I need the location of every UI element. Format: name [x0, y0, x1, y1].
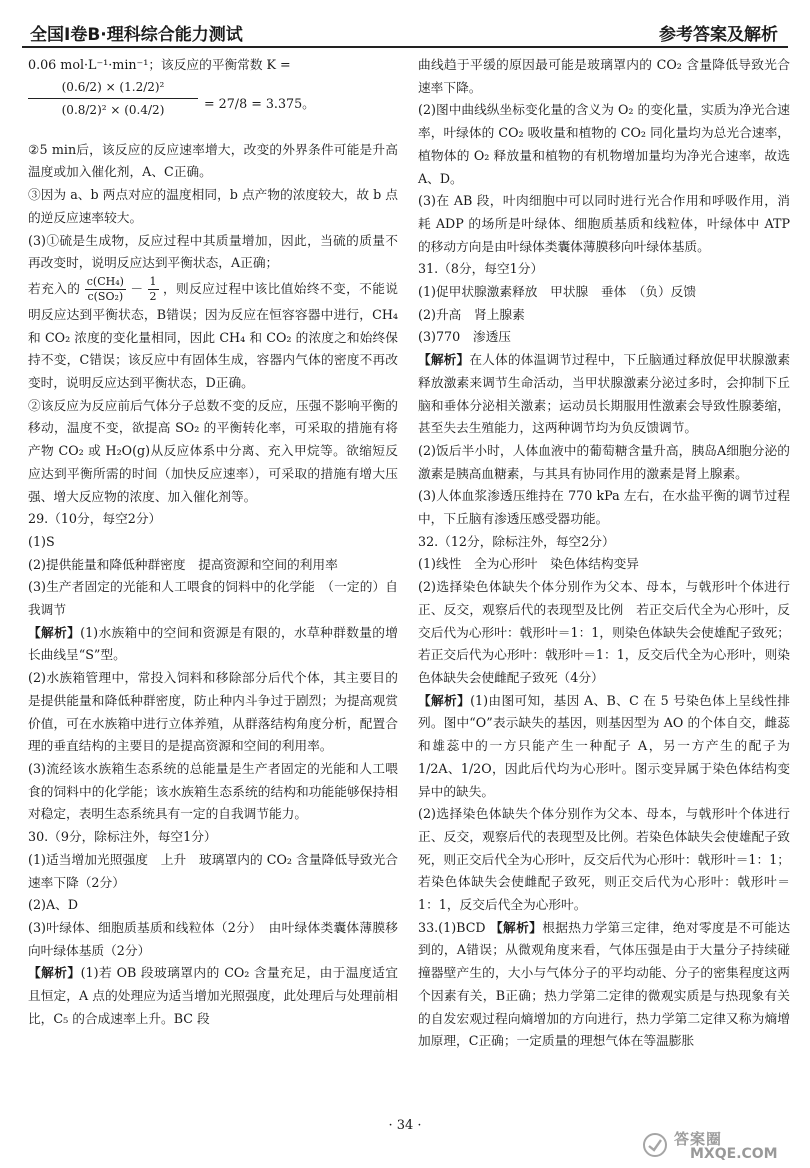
question-31-analysis-2: (2)饭后半小时，人体血液中的葡萄糖含量升高，胰岛A细胞分泌的激素是胰高血糖素，与其具有协同作用的激素是肾上腺素。	[418, 442, 790, 481]
header-title-right: 参考答案及解析	[659, 25, 778, 45]
question-30-analysis-3: (3)在 AB 段，叶肉细胞中可以同时进行光合作用和呼吸作用，消耗 ADP 的场所是叶绿体、细胞质基质和线粒体，叶绿体中 ATP 的移动方向是由叶绿体类囊体薄膜移向叶绿体基质。	[418, 193, 790, 254]
question-29-heading: 29.（10分，每空2分）	[28, 511, 162, 527]
paragraph-2: ②5 min后，该反应的反应速率增大，改变的外界条件可能是升高温度或加入催化剂，A、C正确。	[28, 141, 398, 180]
question-32-analysis-1: 【解析】(1)由图可知，基因 A、B、C 在 5 号染色体上呈线性排列。图中“O”表示缺失的基因，则基因型为 AO 的个体自交，雌蕊和雄蕊中的一方只能产生一种配子 A，另一方产生的配子为 1/2A、1/2O，因此后代均为心形叶。图示变异属于染色体结构变异中的缺失。	[418, 692, 790, 799]
equation-fraction	[28, 79, 198, 118]
page-number: · 34 ·	[388, 1118, 422, 1133]
question-29-analysis-1: 【解析】(1)水族箱中的空间和资源是有限的，水草种群数量的增长曲线呈“S”型。	[28, 624, 398, 663]
page-header	[22, 14, 788, 48]
right-column	[418, 54, 790, 1053]
question-32-answer-1: (1)线性 全为心形叶 染色体结构变异	[418, 556, 639, 572]
question-31-analysis-3: (3)人体血浆渗透压维持在 770 kPa 左右，在水盐平衡的调节过程中，下丘脑有渗透压感受器功能。	[418, 488, 790, 527]
equation-numerator: (0.6/2) × (1.2/2)²	[61, 79, 165, 94]
question-31-analysis-1: 【解析】在人体的体温调节过程中，下丘脑通过释放促甲状腺激素释放激素来调节生命活动，当甲状腺激素分泌过多时，会抑制下丘脑和垂体分泌相关激素；运动员长期服用性激素会导致性腺萎缩，甚至失去生殖能力，这两种调节均为负反馈调节。	[418, 352, 791, 436]
question-31-answer-2: (2)升高 肾上腺素	[418, 306, 525, 322]
header-title-left: 全国Ⅰ卷B·理科综合能力测试	[30, 25, 243, 45]
question-29-analysis-2: (2)水族箱管理中，常投入饲料和移除部分后代个体，其主要目的是提供能量和降低种群密度，防止种内斗争过于剧烈；为提高观赏价值，可在水族箱中进行立体养殖，从群落结构角度分析，配置合理的垂直结构的主要目的是提高资源和空间的利用率。	[28, 670, 398, 754]
watermark	[642, 1128, 792, 1164]
ratio-fraction: $\frac{\text{c(CH₄)}}{\text{c(SO₂)}}$	[86, 274, 124, 303]
left-column	[28, 54, 398, 1030]
question-31-answer-3: (3)770 渗透压	[418, 329, 511, 345]
watermark-text: 答案圈	[674, 1130, 723, 1148]
question-29-answer-3: (3)生产者固定的光能和人工喂食的饲料中的化学能 （一定的）自我调节	[28, 579, 398, 618]
question-32-heading: 32.（12分，除标注外，每空2分）	[418, 533, 615, 549]
question-30-heading: 30.（9分，除标注外，每空1分）	[28, 829, 217, 845]
question-33-answer: 33.(1)BCD 【解析】根据热力学第三定律，绝对零度是不可能达到的，A错误；从微观角度来看，气体压强是由于大量分子持续碰撞器壁产生的，大小与气体分子的平均动能、分子的密集程度这两个因素有关，B正确；热力学第二定律的微观实质是与热现象有关的自发宏观过程向熵增加的方向进行，热力学第二定律又称为熵增加原理，C正确；一定质量的理想气体在等温膨胀	[418, 919, 791, 1049]
half-fraction: $\frac{1}{2}$	[149, 274, 157, 303]
paragraph-3: ③因为 a、b 两点对应的温度相同，b 点产物的浓度较大，故 b 点的逆反应速率较大。	[28, 187, 398, 225]
equation-denominator: (0.8/2)² × (0.4/2)	[61, 102, 165, 117]
question-32-analysis-2: (2)选择染色体缺失个体分别作为父本、母本，与戟形叶个体进行正、反交，观察后代的表现型及比例。若染色体缺失会使雄配子致死，则正交后代全为心形叶，反交后代为心形叶：戟形叶＝1：1；若染色体缺失会使雌配子致死，则正交后代为心形叶：戟形叶＝1：1，反交后代全为心形叶。	[418, 806, 790, 913]
equation-result: = 27/8 = 3.375。	[204, 95, 315, 111]
question-30-answer-3: (3)叶绿体、细胞质基质和线粒体（2分） 由叶绿体类囊体薄膜移向叶绿体基质（2分）	[28, 919, 398, 958]
question-30-analysis-cont: 曲线趋于平缓的原因最可能是玻璃罩内的 CO₂ 含量降低导致光合速率下降。	[418, 57, 790, 95]
question-30-answer-2: (2)A、D	[28, 897, 78, 913]
question-32-answer-2: (2)选择染色体缺失个体分别作为父本、母本，与戟形叶个体进行正、反交，观察后代的表现型及比例 若正交后代全为心形叶，反交后代为心形叶：戟形叶＝1：1，则染色体缺失会使雄配子致死；若正交后代为心形叶：戟形叶＝1：1，反交后代全为心形叶，则染色体缺失会使雌配子致死（4分）	[418, 579, 790, 685]
question-30-answer-1: (1)适当增加光照强度 上升 玻璃罩内的 CO₂ 含量降低导致光合速率下降（2分）	[28, 851, 398, 890]
question-31-answer-1: (1)促甲状腺激素释放 甲状腺 垂体 （负）反馈	[418, 284, 697, 300]
question-31-heading: 31.（8分，每空1分）	[418, 261, 544, 277]
paragraph-5: 若充入的 $\frac{\text{c(CH₄)}}{\text{c(SO₂)}}$ － $\frac{1}{2}$ ，则反应过程中该比值始终不变，不能说明反应达到平衡状态，B错误；因为反应在恒容容器中进行，CH₄ 和 CO₂ 浓度的变化量相同，因此 CH₄ 和 CO₂ 的浓度之和始终保持不变，C错误；该反应中有固体生成，容器内气体的密度不再改变时，说明反应达到平衡状态，D正确。	[28, 274, 398, 391]
question-29-answer-2: (2)提供能量和降低种群密度 提高资源和空间的利用率	[28, 556, 338, 572]
equilibrium-constant-line: 0.06 mol·L⁻¹·min⁻¹；该反应的平衡常数 K =	[28, 57, 291, 72]
question-30-analysis-1: 【解析】(1)若 OB 段玻璃罩内的 CO₂ 含量充足，由于温度适宜且恒定，A 点的处理应为适当增加光照强度，此处理后与处理前相比，C₅ 的合成速率上升。BC 段	[28, 965, 398, 1026]
question-29-analysis-3: (3)流经该水族箱生态系统的总能量是生产者固定的光能和人工喂食的饲料中的化学能；该水族箱生态系统的结构和功能能够保持相对稳定，表明生态系统具有一定的自我调节能力。	[28, 760, 398, 822]
paragraph-4: (3)①硫是生成物，反应过程中其质量增加，因此，当硫的质量不再改变时，说明反应达到平衡状态，A正确；	[28, 232, 398, 271]
equilibrium-constant-equation	[28, 79, 398, 137]
question-29-answer-1: (1)S	[28, 533, 55, 549]
watermark-url: MXQE.COM	[690, 1146, 778, 1162]
paragraph-6: ②该反应为反应前后气体分子总数不变的反应，压强不影响平衡的移动，温度不变，欲提高 SO₂ 的平衡转化率，可采取的措施有将产物 CO₂ 或 H₂O(g)从反应体系中分离、充入甲烷等。欲缩短反应达到平衡所需的时间（加快反应速率），可采取的措施有增大压强、增大反应物的浓度、加入催化剂等。	[28, 397, 398, 504]
question-30-analysis-2: (2)图中曲线纵坐标变化量的含义为 O₂ 的变化量，实质为净光合速率，叶绿体的 CO₂ 吸收量和植物的 CO₂ 同化量均为总光合速率，植物体的 O₂ 释放量和植物的有机物增加量均为净光合速率，故选 A、D。	[418, 102, 790, 186]
watermark-logo-icon	[642, 1132, 668, 1158]
